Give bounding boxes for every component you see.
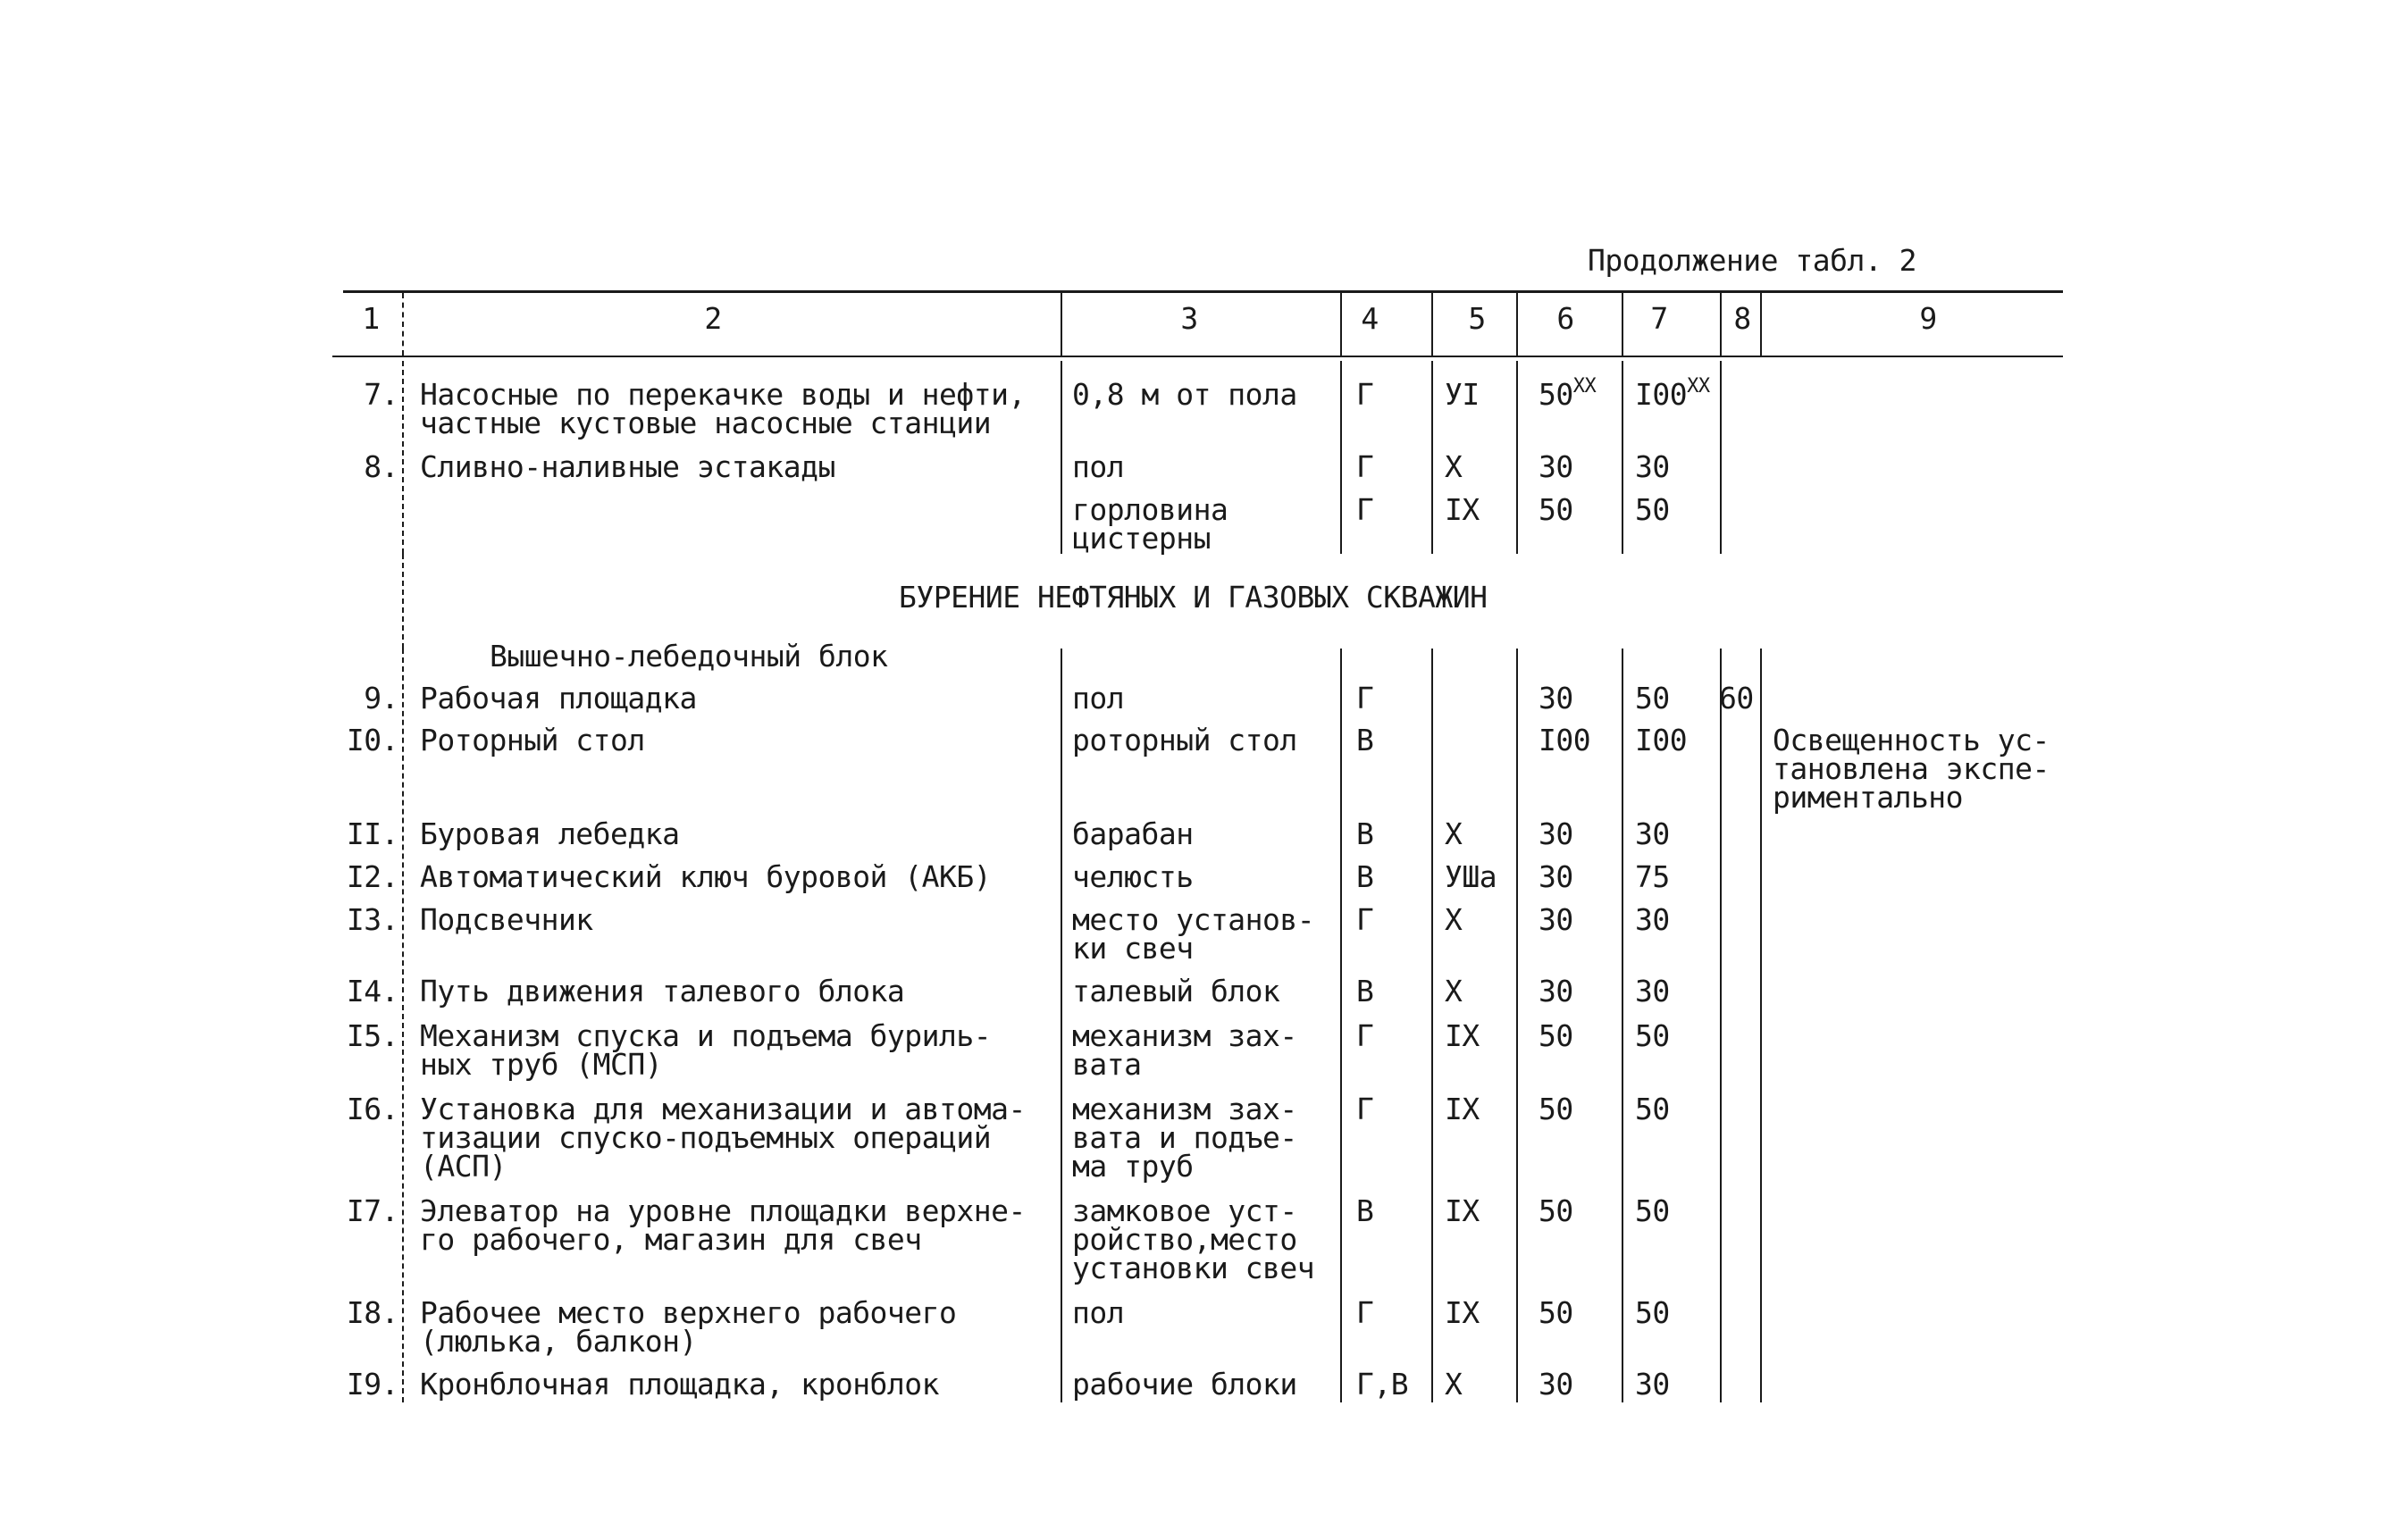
column-rule: [1720, 361, 1722, 554]
row-c5: Х: [1445, 902, 1463, 937]
row-name: Насосные по перекачке воды и нефти,: [420, 377, 1026, 412]
row-c4: В: [1356, 723, 1374, 757]
column-rule: [402, 649, 404, 1402]
row-name: Рабочее место верхнего рабочего: [420, 1295, 957, 1330]
row-c6: 50: [1539, 1193, 1573, 1228]
row-c7: I00: [1635, 723, 1688, 757]
row-name: го рабочего, магазин для свеч: [420, 1222, 922, 1257]
column-rule: [1720, 649, 1722, 1402]
row-c4: Г: [1356, 1295, 1374, 1330]
row-name: Путь движения талевого блока: [420, 974, 905, 1009]
column-rule: [1431, 361, 1433, 554]
row-name: (АСП): [420, 1149, 507, 1184]
row-location: ма труб: [1072, 1149, 1194, 1184]
row-c7: 30: [1635, 449, 1670, 484]
row-location: пол: [1072, 1295, 1125, 1330]
column-rule: [402, 361, 404, 554]
footnote-mark: XX: [1687, 375, 1710, 398]
row-c4: Г: [1356, 1018, 1374, 1053]
row-number: II.: [346, 816, 398, 851]
row-location: место установ-: [1072, 902, 1315, 937]
row-location: челюсть: [1072, 859, 1194, 894]
row-location: ки свеч: [1072, 931, 1194, 966]
row-c6: 30: [1539, 974, 1573, 1009]
row-c6: 30: [1539, 902, 1573, 937]
column-rule: [1622, 649, 1623, 1402]
row-c6: 30: [1539, 681, 1573, 716]
row-c4: Г: [1356, 377, 1374, 412]
row-number: I9.: [346, 1367, 398, 1402]
footnote-mark: XX: [1572, 375, 1597, 398]
table-top-rule: [343, 290, 2063, 293]
row-location: вата: [1072, 1047, 1142, 1082]
row-c7: 50: [1635, 492, 1670, 527]
column-header-7: 7: [1650, 301, 1668, 336]
table-header-rule: [332, 356, 2063, 357]
row-c4: В: [1356, 974, 1374, 1009]
row-name: Подсвечник: [420, 902, 593, 937]
row-c4: Г: [1356, 1092, 1374, 1126]
row-location: цистерны: [1072, 521, 1211, 556]
row-number: I8.: [346, 1295, 398, 1330]
row-c4: Г: [1356, 681, 1374, 716]
row-location: рабочие блоки: [1072, 1367, 1297, 1402]
column-header-1: 1: [362, 301, 380, 336]
row-number: I4.: [346, 974, 398, 1009]
row-name: Рабочая площадка: [420, 681, 697, 716]
row-c7: 50: [1635, 1018, 1670, 1053]
column-rule: [1340, 361, 1342, 554]
row-location: 0,8 м от пола: [1072, 377, 1297, 412]
row-c5: Х: [1445, 1367, 1463, 1402]
row-c6: 50: [1539, 492, 1573, 527]
row-c6: I00: [1539, 723, 1591, 757]
column-rule: [1516, 293, 1518, 356]
row-number: 8.: [364, 449, 398, 484]
row-location: замковое уст-: [1072, 1193, 1297, 1228]
row-c5: IX: [1445, 1092, 1480, 1126]
row-name: тизации спуско-подъемных операций: [420, 1120, 992, 1155]
row-location: барабан: [1072, 816, 1194, 851]
column-header-9: 9: [1919, 301, 1937, 336]
column-rule: [1516, 361, 1518, 554]
column-header-6: 6: [1556, 301, 1574, 336]
row-number: I2.: [346, 859, 398, 894]
row-c5: Х: [1445, 449, 1463, 484]
column-header-3: 3: [1180, 301, 1198, 336]
row-number: I7.: [346, 1193, 398, 1228]
row-note: риментально: [1773, 780, 1964, 815]
row-c4: В: [1356, 1193, 1374, 1228]
row-c4: Г: [1356, 902, 1374, 937]
row-c5: IX: [1445, 1018, 1480, 1053]
row-c6: 50: [1539, 1092, 1573, 1126]
row-location: роторный стол: [1072, 723, 1297, 757]
row-c6: 50: [1539, 1018, 1573, 1053]
row-number: I0.: [346, 723, 398, 757]
row-c5: IX: [1445, 1295, 1480, 1330]
row-c7: $I00^{XX}$: [1635, 375, 1710, 412]
table-caption: Продолжение табл. 2: [1588, 243, 1916, 278]
row-name: Роторный стол: [420, 723, 645, 757]
column-header-5: 5: [1468, 301, 1486, 336]
column-rule: [1340, 649, 1342, 1402]
row-number: 9.: [364, 681, 398, 716]
row-c4: В: [1356, 816, 1374, 851]
column-rule: [1431, 649, 1433, 1402]
row-location: талевый блок: [1072, 974, 1280, 1009]
row-c6: 30: [1539, 1367, 1573, 1402]
row-note: Освещенность ус-: [1773, 723, 2050, 757]
row-location: механизм зах-: [1072, 1018, 1297, 1053]
row-location: пол: [1072, 681, 1125, 716]
row-c5: УШа: [1445, 859, 1497, 894]
row-number: I5.: [346, 1018, 398, 1053]
row-name: Буровая лебедка: [420, 816, 680, 851]
row-location: механизм зах-: [1072, 1092, 1297, 1126]
row-c7: 30: [1635, 1367, 1670, 1402]
row-c7: 50: [1635, 1092, 1670, 1126]
subsection-title: Вышечно-лебедочный блок: [490, 639, 888, 674]
row-c7: 75: [1635, 859, 1670, 894]
column-rule: [1760, 649, 1762, 1402]
row-c5: Х: [1445, 816, 1463, 851]
row-c5: IX: [1445, 492, 1480, 527]
row-c5: Х: [1445, 974, 1463, 1009]
row-c4: Г: [1356, 449, 1374, 484]
row-c7: 30: [1635, 816, 1670, 851]
row-name: Сливно-наливные эстакады: [420, 449, 835, 484]
column-rule: [1061, 649, 1062, 1402]
row-name: Механизм спуска и подъема буриль-: [420, 1018, 992, 1053]
row-c6: 50: [1539, 1295, 1573, 1330]
row-c6: $50^{XX}$: [1539, 375, 1597, 412]
column-rule: [1061, 361, 1062, 554]
row-location: установки свеч: [1072, 1251, 1315, 1285]
column-rule: [1061, 293, 1062, 356]
row-location: горловина: [1072, 492, 1228, 527]
column-header-2: 2: [704, 301, 722, 336]
column-header-8: 8: [1733, 301, 1751, 336]
row-number: I6.: [346, 1092, 398, 1126]
row-name: Кронблочная площадка, кронблок: [420, 1367, 940, 1402]
row-c7: 30: [1635, 902, 1670, 937]
row-number: 7.: [364, 377, 398, 412]
row-c4: В: [1356, 859, 1374, 894]
row-c8: 60: [1719, 681, 1754, 716]
row-name: Автоматический ключ буровой (АКБ): [420, 859, 992, 894]
row-c7: 30: [1635, 974, 1670, 1009]
row-location: вата и подъе-: [1072, 1120, 1297, 1155]
row-location: ройство,место: [1072, 1222, 1297, 1257]
section-title: БУРЕНИЕ НЕФТЯНЫХ И ГАЗОВЫХ СКВАЖИН: [899, 580, 1488, 615]
row-name: ных труб (МСП): [420, 1047, 663, 1082]
row-c6: 30: [1539, 816, 1573, 851]
row-c4: Г,В: [1356, 1367, 1409, 1402]
row-name: частные кустовые насосные станции: [420, 406, 992, 440]
column-rule: [1431, 293, 1433, 356]
row-number: I3.: [346, 902, 398, 937]
row-location: пол: [1072, 449, 1125, 484]
column-rule: [402, 554, 404, 649]
row-c6: 30: [1539, 449, 1573, 484]
row-c7: 50: [1635, 1193, 1670, 1228]
row-c5: IX: [1445, 1193, 1480, 1228]
row-c6: 30: [1539, 859, 1573, 894]
column-header-4: 4: [1361, 301, 1379, 336]
row-c7: 50: [1635, 1295, 1670, 1330]
row-name: Установка для механизации и автома-: [420, 1092, 1026, 1126]
row-name: Элеватор на уровне площадки верхне-: [420, 1193, 1026, 1228]
row-c4: Г: [1356, 492, 1374, 527]
column-rule: [1516, 649, 1518, 1402]
row-note: тановлена экспе-: [1773, 751, 2050, 786]
column-rule: [1622, 361, 1623, 554]
row-c5: УI: [1445, 377, 1480, 412]
row-name: (люлька, балкон): [420, 1324, 697, 1359]
row-c7: 50: [1635, 681, 1670, 716]
